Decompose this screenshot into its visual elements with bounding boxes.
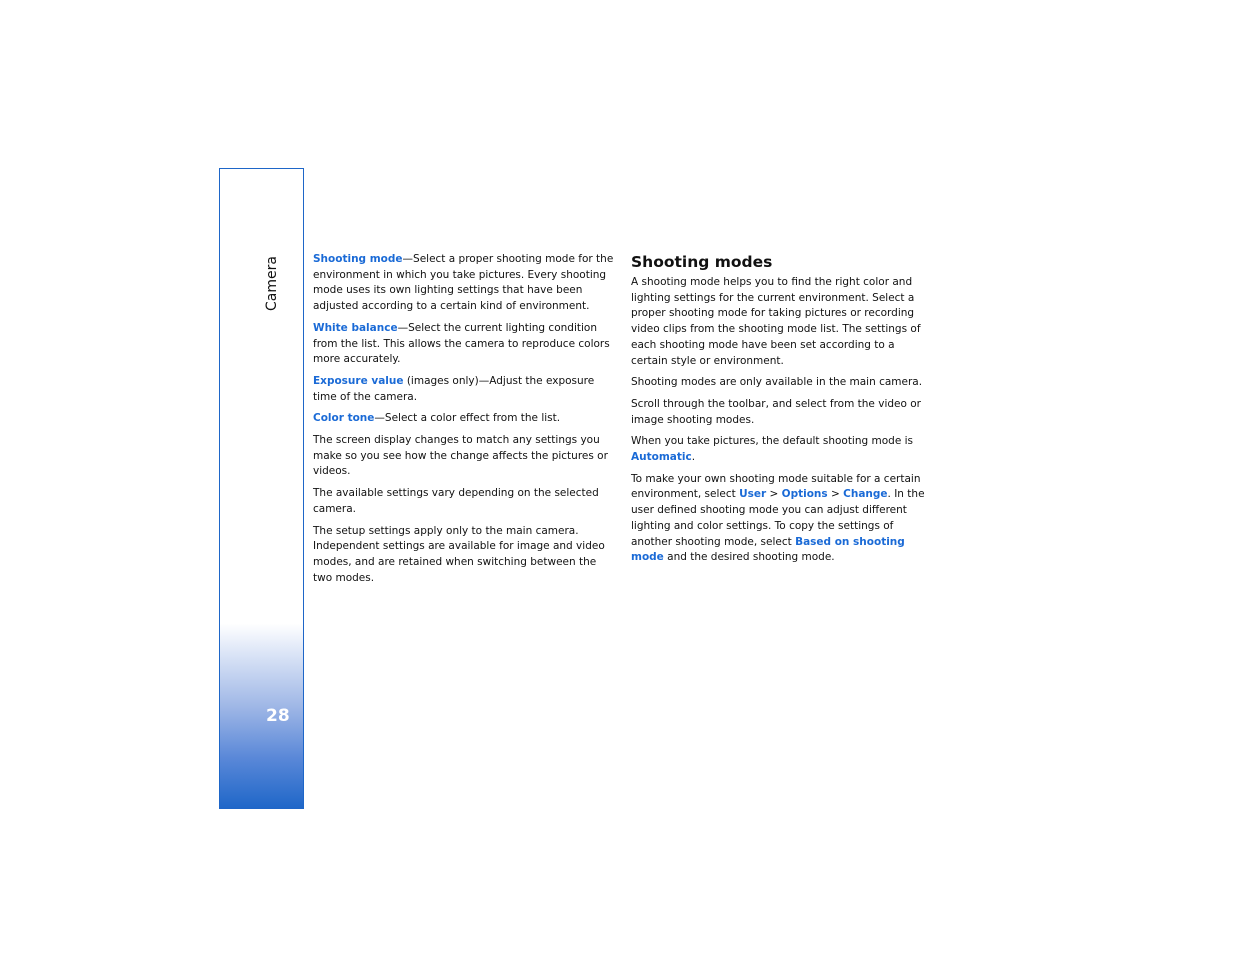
term-based-on-shooting-mode: Based on shooting mode bbox=[631, 535, 905, 564]
term-automatic: Automatic bbox=[631, 451, 692, 464]
term-options: Options bbox=[781, 488, 828, 501]
paragraph-intro: A shooting mode helps you to find the right color and lighting settings for the current environment. Select a proper shooting mode for taking pictures or recording video clips from the shooting mode list. The settings of each shooting mode have been set according to a certain style or environment. bbox=[631, 276, 921, 367]
paragraph-main-camera: Shooting modes are only available in the main camera. bbox=[631, 376, 923, 389]
term-shooting-mode: Shooting mode bbox=[313, 253, 403, 265]
term-exposure-value: Exposure value bbox=[313, 374, 404, 387]
section-label: Camera bbox=[264, 256, 280, 311]
paragraph-color-tone: Color tone—Select a color effect from the list. bbox=[313, 412, 561, 425]
term-white-balance: White balance bbox=[313, 321, 398, 334]
left-column bbox=[313, 252, 616, 592]
term-color-tone: Color tone bbox=[313, 412, 375, 425]
paragraph-display-changes: The screen display changes to match any settings you make so you see how the change affects the pictures or videos. bbox=[313, 434, 608, 478]
paragraph-white-balance: White balance—Select the current lighting condition from the list. This allows the camera to reproduce colors more accurately. bbox=[313, 321, 610, 366]
section-heading: Shooting modes bbox=[631, 253, 773, 271]
right-column bbox=[631, 252, 931, 572]
paragraph-user-mode: To make your own shooting mode suitable for a certain environment, select User > Options > Change. In the user defined shooting mode you can adjust different lighting and color settings. To copy the settings of another shooting mode, select Based on shooting mode and the desired shooting mode. bbox=[631, 472, 925, 564]
sidebar-tab bbox=[219, 168, 304, 809]
term-change: Change bbox=[843, 488, 888, 501]
term-user: User bbox=[739, 488, 767, 501]
paragraph-toolbar: Scroll through the toolbar, and select from the video or image shooting modes. bbox=[631, 397, 921, 426]
paragraph-shooting-mode: Shooting mode—Select a proper shooting mode for the environment in which you take pictures. Every shooting mode uses its own lighting settings that have been adjusted according to a certain kind of environment. bbox=[313, 253, 614, 313]
paragraph-available-settings: The available settings vary depending on the selected camera. bbox=[313, 487, 599, 515]
paragraph-exposure-value: Exposure value (images only)—Adjust the exposure time of the camera. bbox=[313, 374, 595, 403]
paragraph-setup-settings: The setup settings apply only to the main camera. Independent settings are available for image and video modes, and are retained when switching between the two modes. bbox=[313, 524, 605, 584]
page-number: 28 bbox=[266, 706, 290, 726]
paragraph-default-mode: When you take pictures, the default shooting mode is Automatic. bbox=[631, 435, 914, 464]
